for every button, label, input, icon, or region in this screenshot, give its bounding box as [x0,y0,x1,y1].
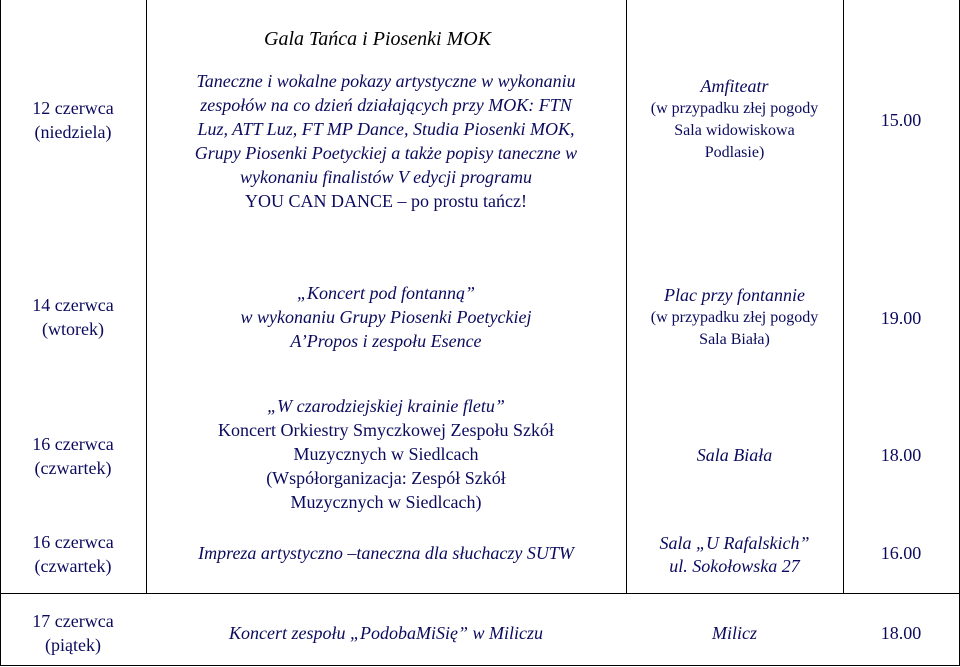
place-line: Amfiteatr [700,75,769,96]
place-line: Milicz [712,622,757,643]
event-time: 18.00 [880,444,922,465]
date-label: 14 czerwca [32,295,114,315]
event-time: 16.00 [880,542,922,563]
place-line: Podlasie) [704,143,765,161]
description-line: Impreza artystyczno –taneczna dla słuchaczy SUTW [198,543,574,563]
event-description [146,393,626,515]
row-date [0,90,146,150]
row-date [0,526,146,582]
event-description [146,538,626,568]
description-line: Luz, ATT Luz, FT MP Dance, Studia Piosenki MOK, [197,119,575,139]
page-title: Gala Tańca i Piosenki MOK [264,28,492,50]
place-line: Sala „U Rafalskich” [659,533,810,553]
event-time: 15.00 [880,109,922,130]
day-label: (niedziela) [34,122,112,142]
description-line: Koncert Orkiestry Smyczkowej Zespołu Szkół [218,420,554,440]
place-line: (w przypadku złej pogody [650,308,819,326]
description-line: Koncert zespołu „PodobaMiSię” w Miliczu [229,623,543,643]
event-description [146,280,626,354]
description-line: „W czarodziejskiej krainie fletu” [267,396,505,416]
description-line: Grupy Piosenki Poetyckiej a także popisy taneczne w [194,143,578,163]
event-place [626,528,843,582]
description-line: zespołów na co dzień działających przy MOK: FTN [200,95,572,115]
description-line: wykonaniu finalistów V edycji programu [240,167,532,187]
day-label: (czwartek) [34,458,112,478]
date-label: 17 czerwca [32,611,114,631]
place-line: (w przypadku złej pogody [650,99,819,117]
description-line: Muzycznych w Siedlcach) [290,492,482,512]
row-date [0,605,146,661]
place-line: Plac przy fontannie [664,284,805,305]
description-line: Taneczne i wokalne pokazy artystyczne w wykonaniu [196,71,576,91]
description-line: w wykonaniu Grupy Piosenki Poetyckiej [240,307,532,327]
event-description [146,66,626,216]
date-label: 16 czerwca [32,434,114,454]
event-place [626,66,843,172]
row-date [0,288,146,346]
place-line: Sala Biała [696,444,773,465]
place-line: Sala widowiskowa [674,121,795,139]
day-label: (czwartek) [34,556,112,576]
column-divider [843,0,844,593]
description-line: „Koncert pod fontanną” [296,283,475,303]
place-line: ul. Sokołowska 27 [669,556,800,576]
day-label: (piątek) [45,635,101,655]
description-line: (Współorganizacja: Zespół Szkół [266,468,506,488]
row-divider [0,593,959,594]
event-time: 18.00 [880,622,922,643]
day-label: (wtorek) [42,319,104,339]
event-time: 19.00 [880,307,922,328]
row-date [0,428,146,484]
event-description [146,618,626,648]
date-label: 16 czerwca [32,532,114,552]
description-line: A’Propos i zespołu Esence [290,331,482,351]
event-place [626,440,843,470]
event-place [626,618,843,648]
description-line: YOU CAN DANCE – po prostu tańcz! [245,191,527,211]
description-line: Muzycznych w Siedlcach [293,444,479,464]
place-line: Sala Biała) [699,330,770,348]
event-place [626,280,843,354]
date-label: 12 czerwca [32,98,114,118]
